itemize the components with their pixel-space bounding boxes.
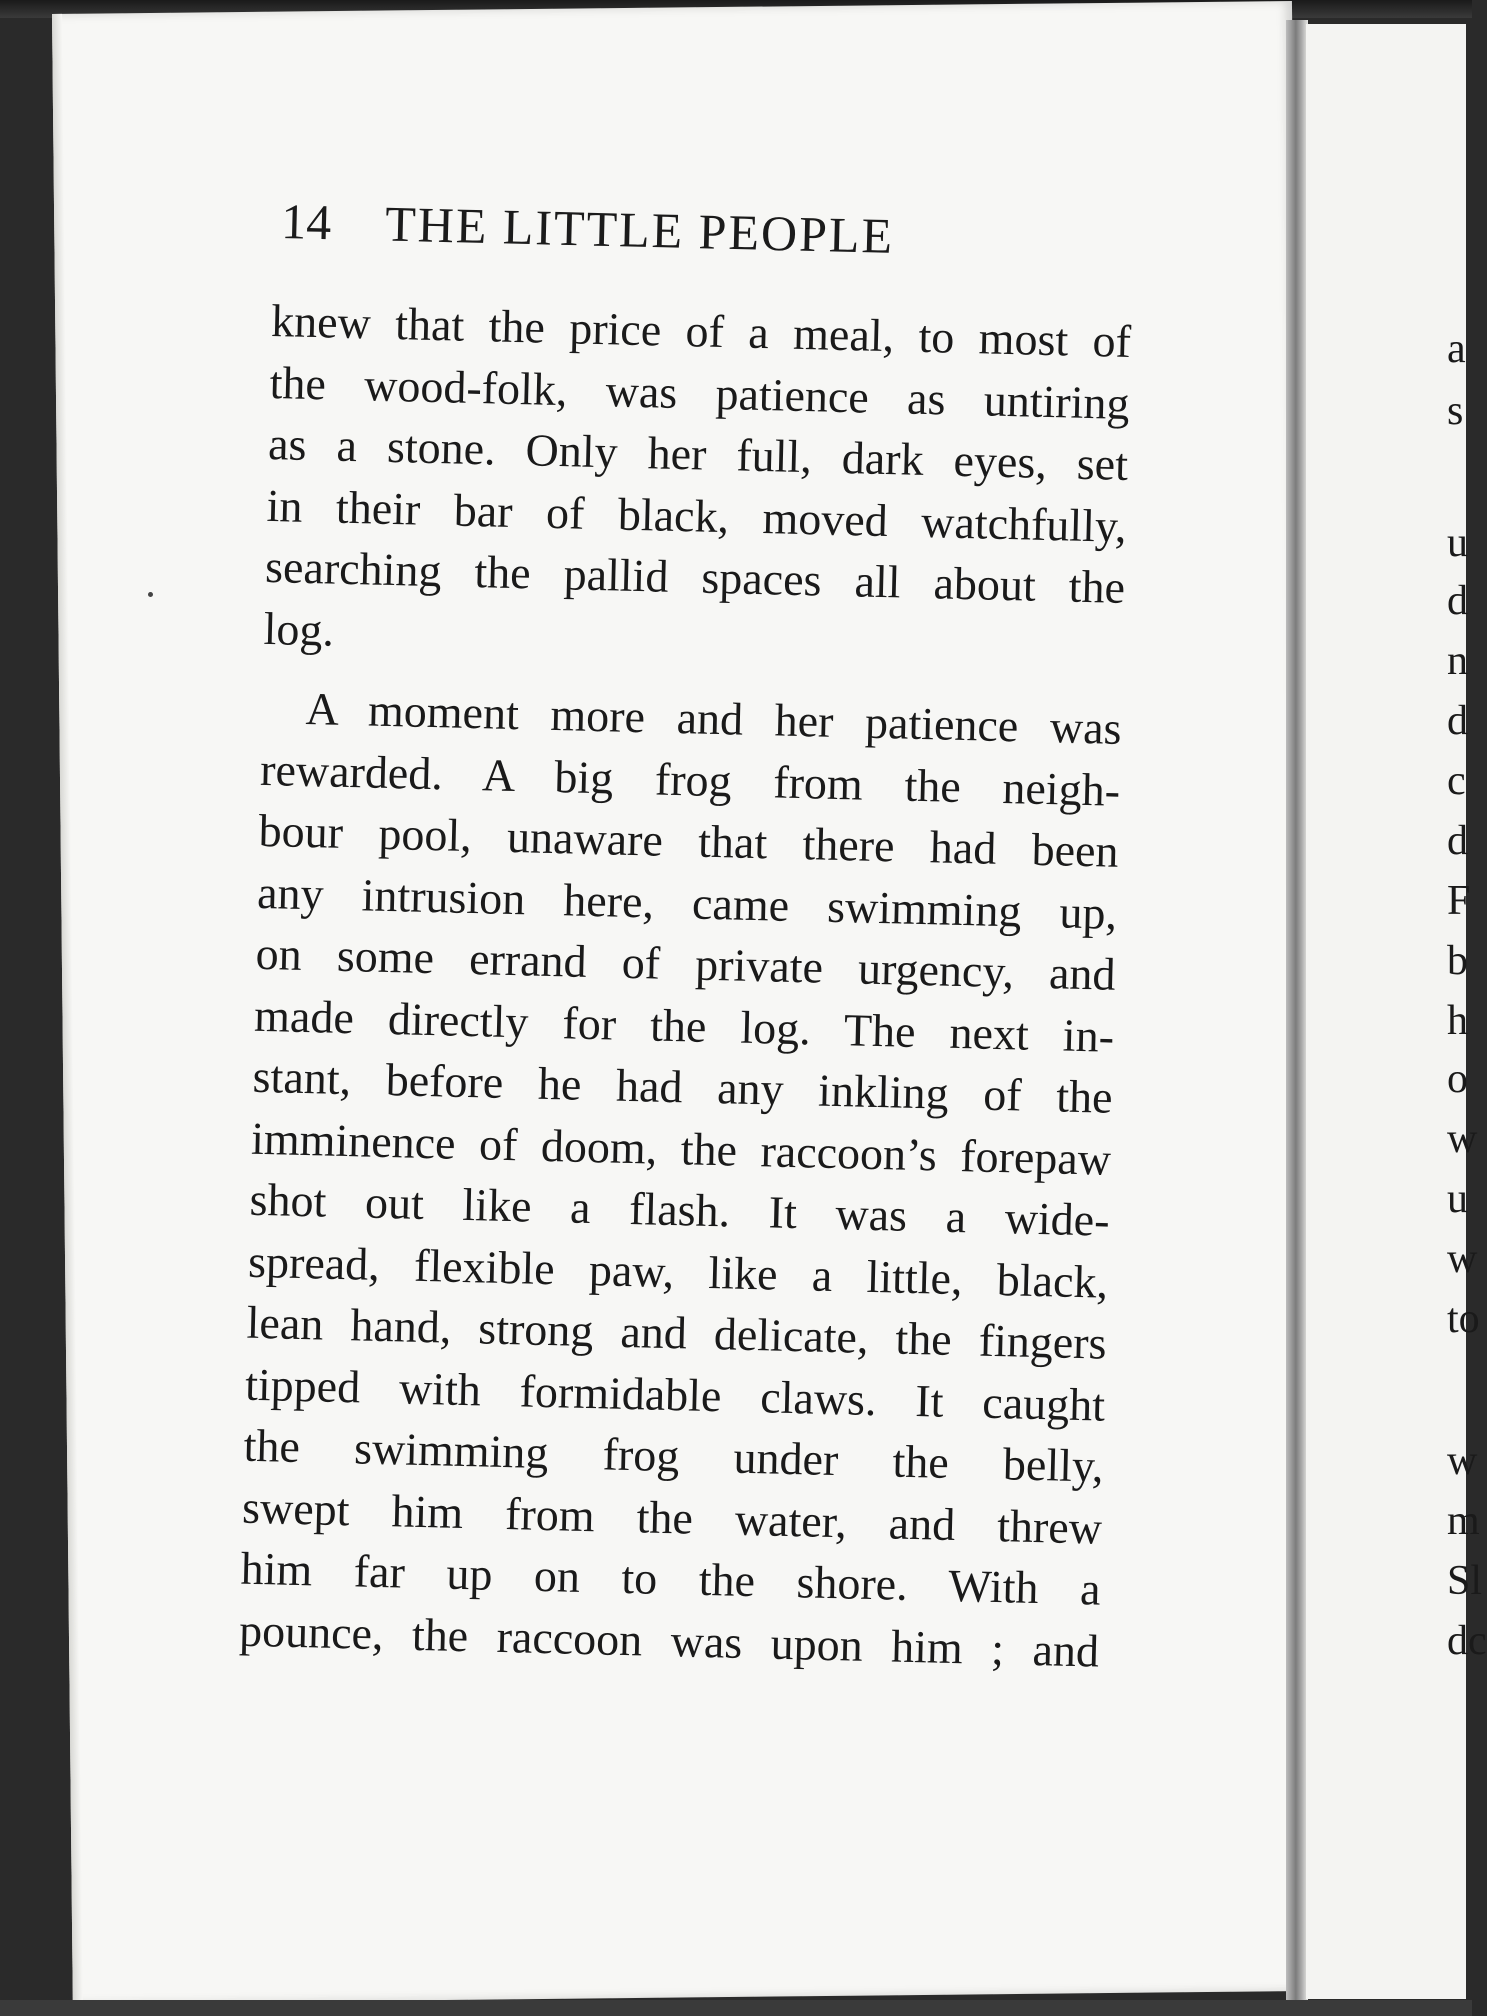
text-line: imminence of doom, the raccoon’s forepaw [250,1112,1112,1185]
text-line: bour pool, unaware that there had been [258,804,1120,877]
text-line: pounce, the raccoon was upon him ; and [238,1604,1100,1677]
facing-page-fragment: d [1447,578,1468,624]
book-title: THE LITTLE PEOPLE [384,195,895,264]
facing-page-fragment: w [1447,1236,1478,1282]
paragraph [263,290,1132,680]
facing-page-fragment: a [1447,326,1466,372]
text-line: the swimming frog under the belly, [243,1419,1105,1492]
facing-page-fragment: d [1447,818,1468,864]
book-gutter [1286,20,1308,2000]
facing-page-fragment: u [1447,1176,1468,1222]
text-line: as a stone. Only her full, dark eyes, set [267,417,1129,490]
facing-page-fragment: to [1447,1296,1480,1342]
facing-page-fragment: u [1447,520,1468,566]
page-number: 14 [280,192,332,251]
text-line: stant, before he had any inkling of the [252,1050,1114,1123]
facing-page-fragment: F [1447,878,1471,924]
facing-page-fragment: b [1447,938,1468,984]
body-text [239,290,1132,1682]
facing-page-fragment: o [1447,1056,1468,1102]
facing-page-fragment: dc [1447,1618,1487,1664]
text-line: any intrusion here, came swimming up, [256,866,1118,939]
text-line: the wood-folk, was patience as untiring [269,356,1131,429]
text-line: shot out like a flash. It was a wide- [249,1173,1111,1246]
text-line: him far up on to the shore. With a [240,1542,1102,1615]
text-line: log. [263,602,335,656]
text-line: knew that the price of a meal, to most of [270,294,1132,367]
facing-page-fragment: w [1447,1116,1478,1162]
dust-speck [148,592,153,597]
facing-page-fragment: s [1447,388,1464,434]
text-line: tipped with formidable claws. It caught [244,1358,1106,1431]
text-line: in their bar of black, moved watchfully, [266,479,1128,552]
right-page-edge [1306,24,1466,1999]
text-line: lean hand, strong and delicate, the fingers [246,1296,1108,1369]
paragraph [239,677,1123,1682]
facing-page-fragment: n [1447,638,1468,684]
text-line: rewarded. A big frog from the neigh- [259,743,1121,816]
text-line: on some errand of private urgency, and [255,927,1117,1000]
text-line: swept him from the water, and threw [241,1481,1103,1554]
facing-page-fragment: Sl [1447,1558,1483,1604]
text-line: made directly for the log. The next in- [253,989,1115,1062]
facing-page-fragment: m [1447,1498,1480,1544]
text-line: A moment more and her patience was [305,682,1123,754]
scan-bottom-edge [0,2000,1472,2016]
facing-page-fragment: h [1447,998,1468,1044]
facing-page-fragment: w [1447,1438,1478,1484]
facing-page-fragment: c [1447,758,1466,804]
text-line: spread, flexible paw, like a little, black, [247,1235,1109,1308]
text-line: searching the pallid spaces all about the [264,540,1126,613]
facing-page-fragment: d [1447,698,1468,744]
